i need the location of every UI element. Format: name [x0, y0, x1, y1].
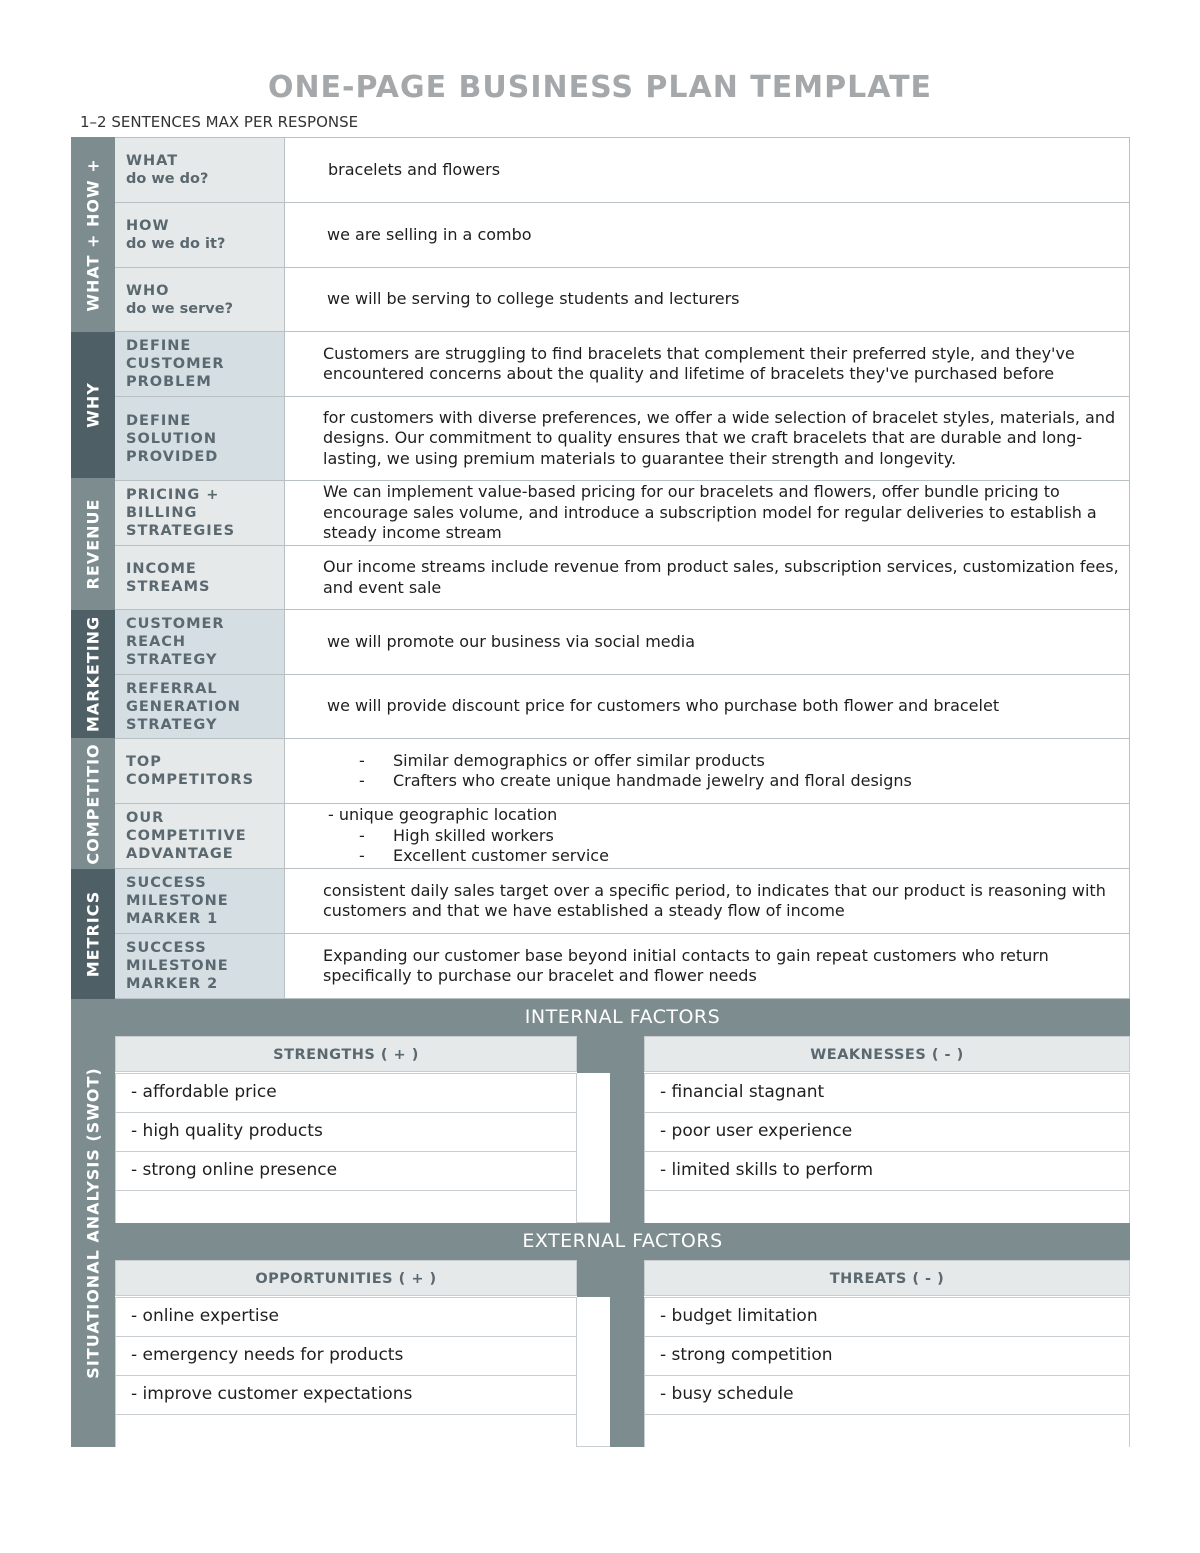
row-label-solution	[115, 397, 284, 481]
weaknesses-header: WEAKNESSES ( - )	[644, 1036, 1130, 1072]
row-label-competitive-advantage	[115, 804, 284, 869]
section-revenue-label: REVENUE	[83, 498, 103, 590]
list-item: - Similar demographics or offer similar products	[393, 751, 1119, 772]
answer-text: we will be serving to college students and lecturers	[327, 289, 740, 309]
row-label-milestone-2	[115, 934, 284, 999]
answer-text: We can implement value-based pricing for our bracelets and flowers, offer bundle pricing to encourage sales volume, and introduce a subscription model for regular deliveries to establish a steady income stream	[323, 482, 1097, 543]
swot-divider-top	[577, 1036, 644, 1073]
answer-referral[interactable]	[284, 675, 1130, 739]
answer-competitive-advantage[interactable]	[284, 804, 1130, 869]
weakness-item[interactable]: - poor user experience	[645, 1113, 1129, 1152]
weakness-item[interactable]: - limited skills to perform	[645, 1152, 1129, 1191]
answer-solution[interactable]	[284, 397, 1130, 481]
answer-milestone-1[interactable]	[284, 869, 1130, 934]
section-competition	[71, 738, 115, 869]
threat-item[interactable]: - busy schedule	[645, 1376, 1129, 1415]
competitor-list	[323, 751, 1119, 792]
section-metrics	[71, 869, 115, 999]
row-label-caption: REFERRAL GENERATION STRATEGY	[126, 680, 241, 733]
row-label-pricing	[115, 481, 284, 546]
list-item: - Excellent customer service	[393, 846, 1119, 867]
row-label-customer-problem	[115, 332, 284, 397]
row-label-top-competitors	[115, 739, 284, 804]
section-marketing-label: MARKETING	[83, 615, 103, 733]
strength-item[interactable]: - affordable price	[116, 1074, 576, 1113]
section-what-how	[71, 137, 115, 332]
swot-divider-top-2	[577, 1260, 644, 1297]
opportunities-header: OPPORTUNITIES ( + )	[115, 1260, 577, 1296]
swot-gap-2	[577, 1297, 610, 1447]
page-subtitle: 1–2 SENTENCES MAX PER RESPONSE	[80, 113, 359, 131]
external-factors-header: EXTERNAL FACTORS	[115, 1223, 1130, 1260]
threat-item[interactable]: - budget limitation	[645, 1298, 1129, 1337]
answer-customer-problem[interactable]	[284, 332, 1130, 397]
row-label-caption: WHO	[126, 282, 170, 299]
answer-text: we are selling in a combo	[327, 224, 532, 244]
row-label-question: do we do?	[126, 171, 209, 187]
threats-header: THREATS ( - )	[644, 1260, 1130, 1296]
opportunities-list	[115, 1297, 577, 1447]
answer-income[interactable]	[284, 546, 1130, 610]
opportunity-item[interactable]: - online expertise	[116, 1298, 576, 1337]
section-swot-label: SITUATIONAL ANALYSIS (SWOT)	[83, 1067, 103, 1379]
threat-item[interactable]	[645, 1415, 1129, 1453]
section-competition-label: COMPETITIO	[83, 742, 103, 865]
answer-text: we will provide discount price for customers who purchase both flower and bracelet	[327, 696, 1000, 716]
row-label-question: do we serve?	[126, 300, 233, 317]
row-label-income	[115, 546, 284, 610]
threats-list	[644, 1297, 1130, 1447]
row-label-caption: SUCCESS MILESTONE MARKER 1	[126, 875, 229, 927]
section-metrics-label: METRICS	[83, 890, 103, 978]
answer-top-competitors[interactable]	[284, 739, 1130, 804]
list-item: - Crafters who create unique handmade jewelry and floral designs	[393, 771, 1119, 792]
row-label-caption: OUR COMPETITIVE ADVANTAGE	[126, 810, 247, 862]
row-label-milestone-1	[115, 869, 284, 934]
swot-divider-stem-2	[610, 1297, 644, 1447]
weakness-item[interactable]: - financial stagnant	[645, 1074, 1129, 1113]
answer-what[interactable]	[284, 138, 1130, 203]
row-label-referral	[115, 675, 284, 739]
answer-text: we will promote our business via social media	[327, 631, 696, 651]
section-what-how-label: WHAT + HOW +	[83, 157, 103, 312]
answer-customer-reach[interactable]	[284, 610, 1130, 675]
weaknesses-list	[644, 1073, 1130, 1223]
internal-factors-header: INTERNAL FACTORS	[115, 999, 1130, 1036]
answer-text: Expanding our customer base beyond initial contacts to gain repeat customers who return specifically to purchase our bracelet and flower needs	[323, 945, 1049, 985]
row-label-caption: HOW	[126, 218, 170, 234]
answer-pricing[interactable]	[284, 481, 1130, 546]
strengths-header: STRENGTHS ( + )	[115, 1036, 577, 1072]
row-label-caption: INCOME STREAMS	[126, 560, 211, 595]
section-why	[71, 332, 115, 478]
swot-gap	[577, 1073, 610, 1223]
opportunity-item[interactable]	[116, 1415, 576, 1453]
swot-divider-stem	[610, 1073, 644, 1223]
answer-text: Customers are struggling to find bracelets that complement their preferred style, and they've encountered concerns about the quality and lifetime of bracelets they've purchased before	[323, 343, 1075, 383]
answer-text: consistent daily sales target over a specific period, to indicates that our product is reasoning with customers and that we have established a steady flow of income	[323, 880, 1106, 920]
answer-how[interactable]	[284, 203, 1130, 268]
section-marketing	[71, 610, 115, 738]
answer-who[interactable]	[284, 268, 1130, 332]
row-label-caption: WHAT	[126, 153, 179, 169]
row-label-caption: TOP COMPETITORS	[126, 754, 255, 788]
threat-item[interactable]: - strong competition	[645, 1337, 1129, 1376]
row-label-what	[115, 138, 284, 203]
row-label-caption: DEFINE CUSTOMER PROBLEM	[126, 338, 225, 390]
answer-text: Our income streams include revenue from product sales, subscription services, customization fees, and event sale	[323, 557, 1119, 597]
row-label-how	[115, 203, 284, 268]
row-label-who	[115, 268, 284, 332]
strength-item[interactable]: - high quality products	[116, 1113, 576, 1152]
list-item: - High skilled workers	[393, 826, 1119, 847]
opportunity-item[interactable]: - improve customer expectations	[116, 1376, 576, 1415]
row-label-caption: CUSTOMER REACH STRATEGY	[126, 616, 225, 668]
section-revenue	[71, 478, 115, 610]
answer-milestone-2[interactable]	[284, 934, 1130, 999]
answer-lead: - unique geographic location	[328, 805, 558, 825]
page-title: ONE-PAGE BUSINESS PLAN TEMPLATE	[267, 70, 933, 105]
strength-item[interactable]: - strong online presence	[116, 1152, 576, 1191]
advantage-list	[323, 826, 1119, 867]
opportunity-item[interactable]: - emergency needs for products	[116, 1337, 576, 1376]
row-label-question: do we do it?	[126, 236, 226, 252]
answer-text: bracelets and flowers	[328, 159, 501, 179]
row-label-caption: PRICING + BILLING STRATEGIES	[126, 487, 236, 539]
row-label-customer-reach	[115, 610, 284, 675]
section-swot	[71, 999, 115, 1447]
answer-text: for customers with diverse preferences, we offer a wide selection of bracelet styles, materials, and designs. Our commitment to quality ensures that we craft bracelets that are durable and long-lasting, we using premium materials to guarantee their strength and longevity.	[323, 407, 1116, 468]
row-label-caption: DEFINE SOLUTION PROVIDED	[126, 412, 219, 465]
section-why-label: WHY	[83, 382, 103, 428]
row-label-caption: SUCCESS MILESTONE MARKER 2	[126, 940, 229, 992]
strengths-list	[115, 1073, 577, 1223]
